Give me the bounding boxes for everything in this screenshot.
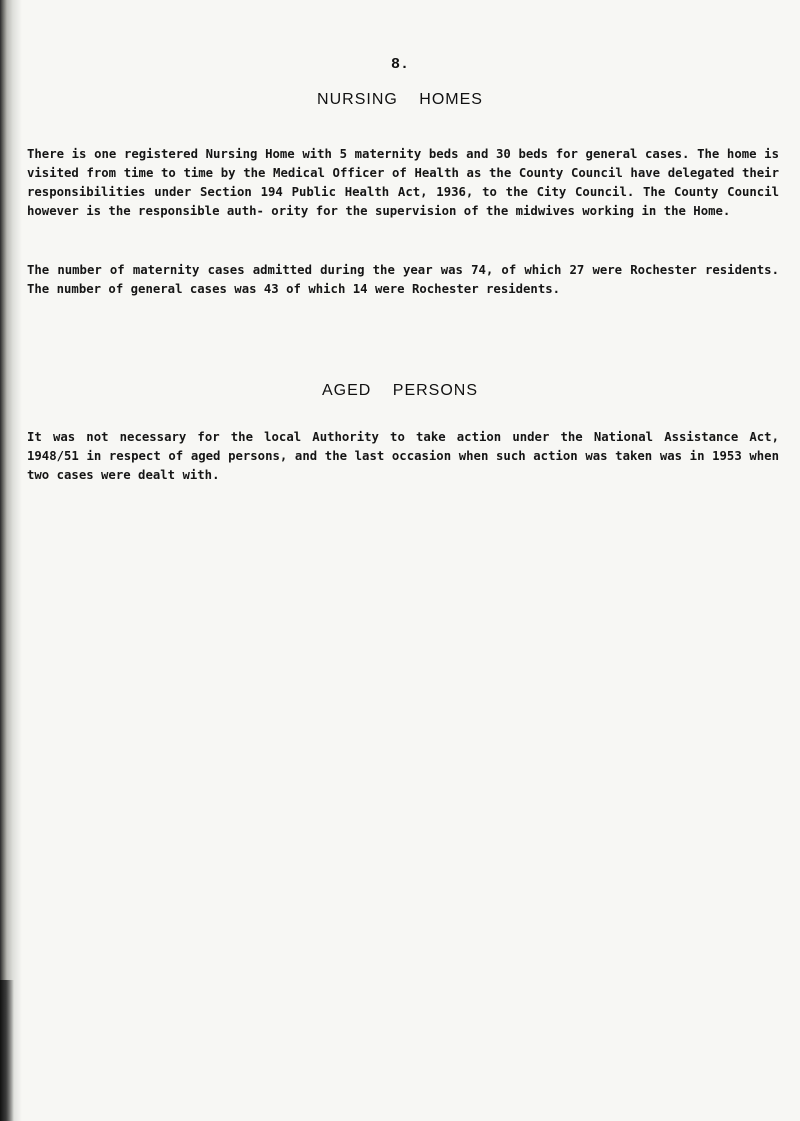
paragraph-nursing-home-registration: There is one registered Nursing Home with 5 maternity beds and 30 beds for general cases. The home is visited from time to time by the Medical Officer of Health as the County Council have delegated their responsibilities under Section 194 Public Health Act, 1936, to the City Council. The County Council however is the responsible auth- ority for the supervision of the midwives working in the Home. bbox=[27, 147, 779, 218]
binding-edge-shadow-lower bbox=[0, 980, 14, 1121]
section-heading-nursing-homes: NURSING HOMES bbox=[317, 91, 483, 108]
paragraph-aged-persons-action: It was not necessary for the local Authority to take action under the National Assistance Act, 1948/51 in respect of aged persons, and the last occasion when such action was taken was in 1953 when two cases were dealt with. bbox=[27, 430, 779, 482]
paragraph-nursing-home-cases: The number of maternity cases admitted during the year was 74, of which 27 were Rochester residents. The number of general cases was 43 of which 14 were Rochester residents. bbox=[27, 263, 779, 296]
binding-edge-shadow bbox=[0, 0, 22, 1121]
section-heading-aged-persons: AGED PERSONS bbox=[321, 382, 479, 399]
page-number: 8. bbox=[390, 56, 409, 73]
